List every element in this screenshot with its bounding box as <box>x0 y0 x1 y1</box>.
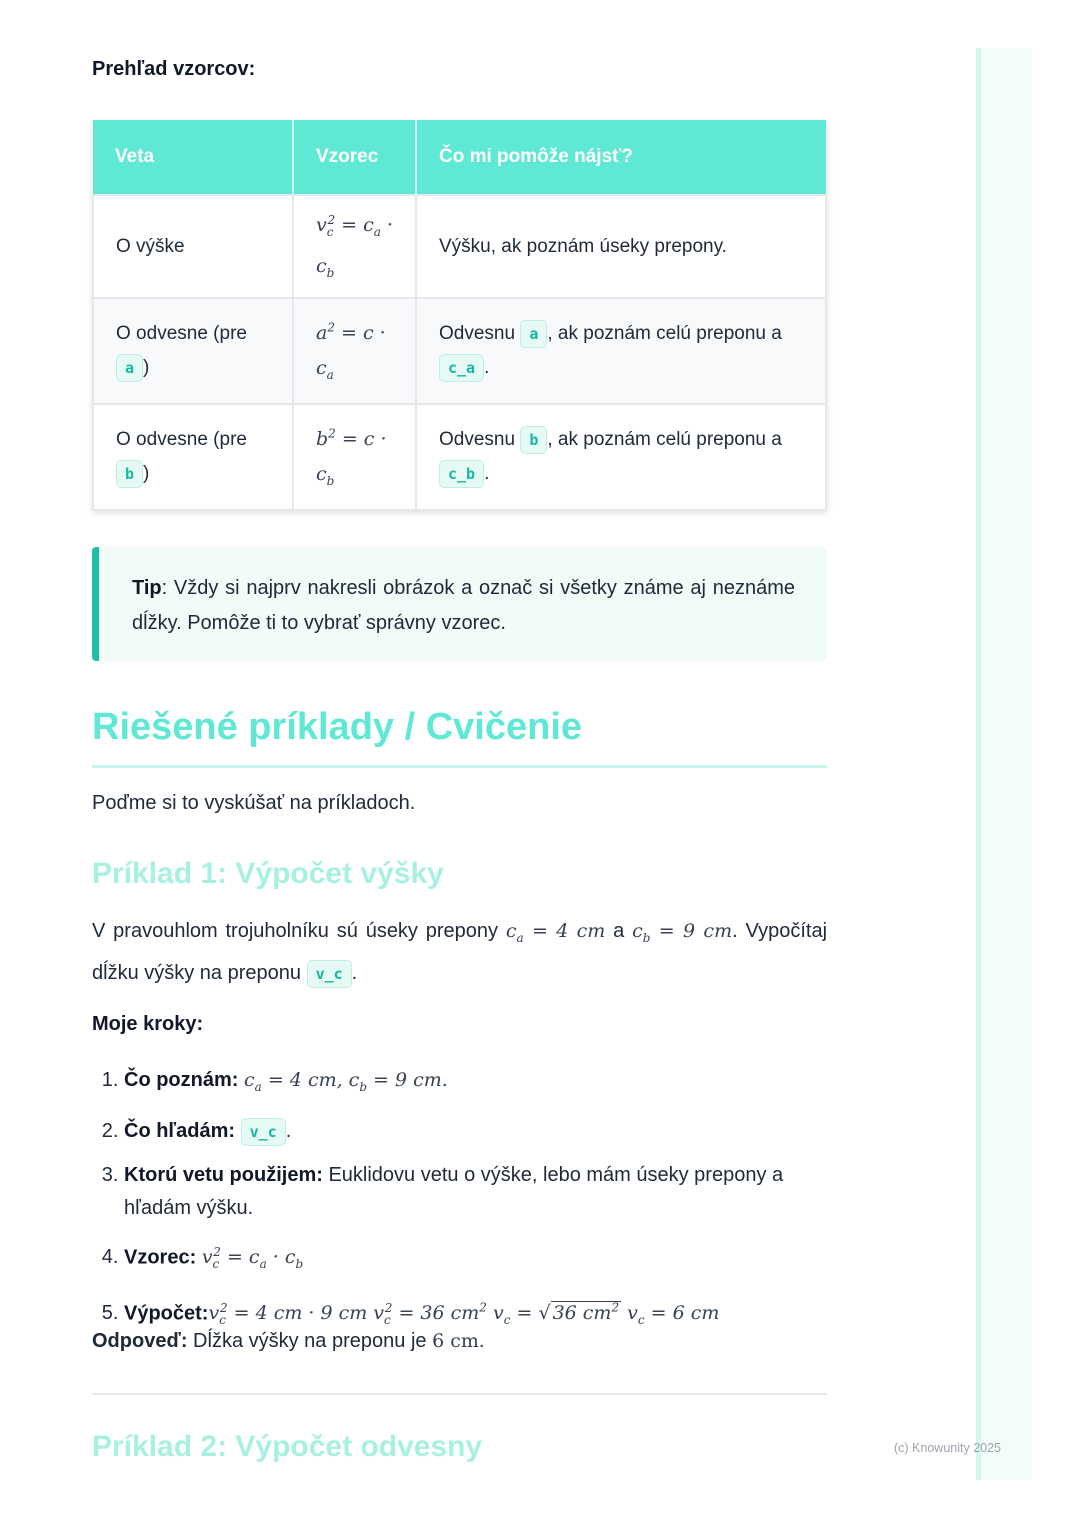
formulas-title: Prehľad vzorcov: <box>92 58 256 80</box>
finds-cell: Výšku, ak poznám úseky prepony. <box>416 195 826 298</box>
example-1-title: Príklad 1: Výpočet výšky <box>92 857 444 890</box>
finds-cell: Odvesnu a , ak poznám celú preponu a c_a . <box>416 298 826 404</box>
inline-code: c_a <box>439 354 484 382</box>
copyright-notice: (c) Knowunity 2025 <box>894 1441 1002 1455</box>
list-item: 4. Vzorec: $v_c^2 = c_a \cdot c_b$ <box>124 1236 827 1281</box>
intro-text: Poďme si to vyskúšať na príkladoch. <box>92 792 416 814</box>
example-1-answer: Odpoveď: Dĺžka výšky na preponu je 6 cm. <box>92 1330 485 1352</box>
tip-label: Tip <box>132 577 162 599</box>
formula-cell: $v_c^2 = c_a$ · $c_b$ <box>293 195 416 298</box>
example-1-problem: V pravouhlom trojuholníku sú úseky prepony $c_a = 4$ cm a $c_b = 9$ cm. Vypočítaj dĺžku výšky na preponu v_c . <box>92 914 827 991</box>
inline-code: b <box>520 426 547 454</box>
header-finds: Čo mi pomôže nájsť? <box>416 120 826 195</box>
inline-code: v_c <box>307 960 352 988</box>
inline-code: b <box>116 460 143 488</box>
finds-cell: Odvesnu b , ak poznám celú preponu a c_b . <box>416 404 826 510</box>
header-theorem: Veta <box>93 120 293 195</box>
right-margin-bar <box>976 48 1032 1480</box>
table-row <box>93 195 826 298</box>
formula-table <box>92 120 827 511</box>
inline-code: a <box>116 354 143 382</box>
inline-code: a <box>520 320 547 348</box>
list-item: 1. Čo poznám: $c_a = 4$ cm, $c_b = 9$ cm. <box>124 1064 827 1104</box>
theorem-cell: O odvesne (pre a ) <box>93 298 293 404</box>
steps-title: Moje kroky: <box>92 1013 204 1035</box>
table-header-row <box>93 120 826 195</box>
list-item: 3. Ktorú vetu použijem: Euklidovu vetu o výške, lebo mám úseky prepony a hľadám výšku. <box>124 1159 827 1225</box>
section-title: Riešené príklady / Cvičenie <box>92 706 583 748</box>
tip-callout <box>92 547 827 661</box>
list-item: 5. $Výpočet:v_c^2 = 4$ cm · 9 cm $v_c^2 = 36$ $cm^2$ $v_c$ = √ 36 $cm^2$ $v_c = 6$ cm <box>124 1292 827 1337</box>
header-formula: Vzorec <box>293 120 416 195</box>
steps-list <box>92 1064 827 1348</box>
example-2-title: Príklad 2: Výpočet odvesny <box>92 1430 483 1463</box>
tip-text: : Vždy si najprv nakresli obrázok a označ si všetky známe aj neznáme dĺžky. Pomôže ti to vybrať správny vzorec. <box>132 577 795 634</box>
table-row <box>93 404 826 510</box>
theorem-cell: O výške <box>93 195 293 298</box>
theorem-cell: O odvesne (pre b ) <box>93 404 293 510</box>
inline-code: v_c <box>241 1118 286 1146</box>
inline-code: c_b <box>439 460 484 488</box>
section-divider <box>92 765 827 768</box>
table-row <box>93 298 826 404</box>
formula-cell: $b^2 = c$ · $c_b$ <box>293 404 416 510</box>
formula-cell: $a^2 = c$ · $c_a$ <box>293 298 416 404</box>
section-separator <box>92 1393 827 1395</box>
list-item: 2. Čo hľadám: v_c . <box>124 1115 827 1148</box>
